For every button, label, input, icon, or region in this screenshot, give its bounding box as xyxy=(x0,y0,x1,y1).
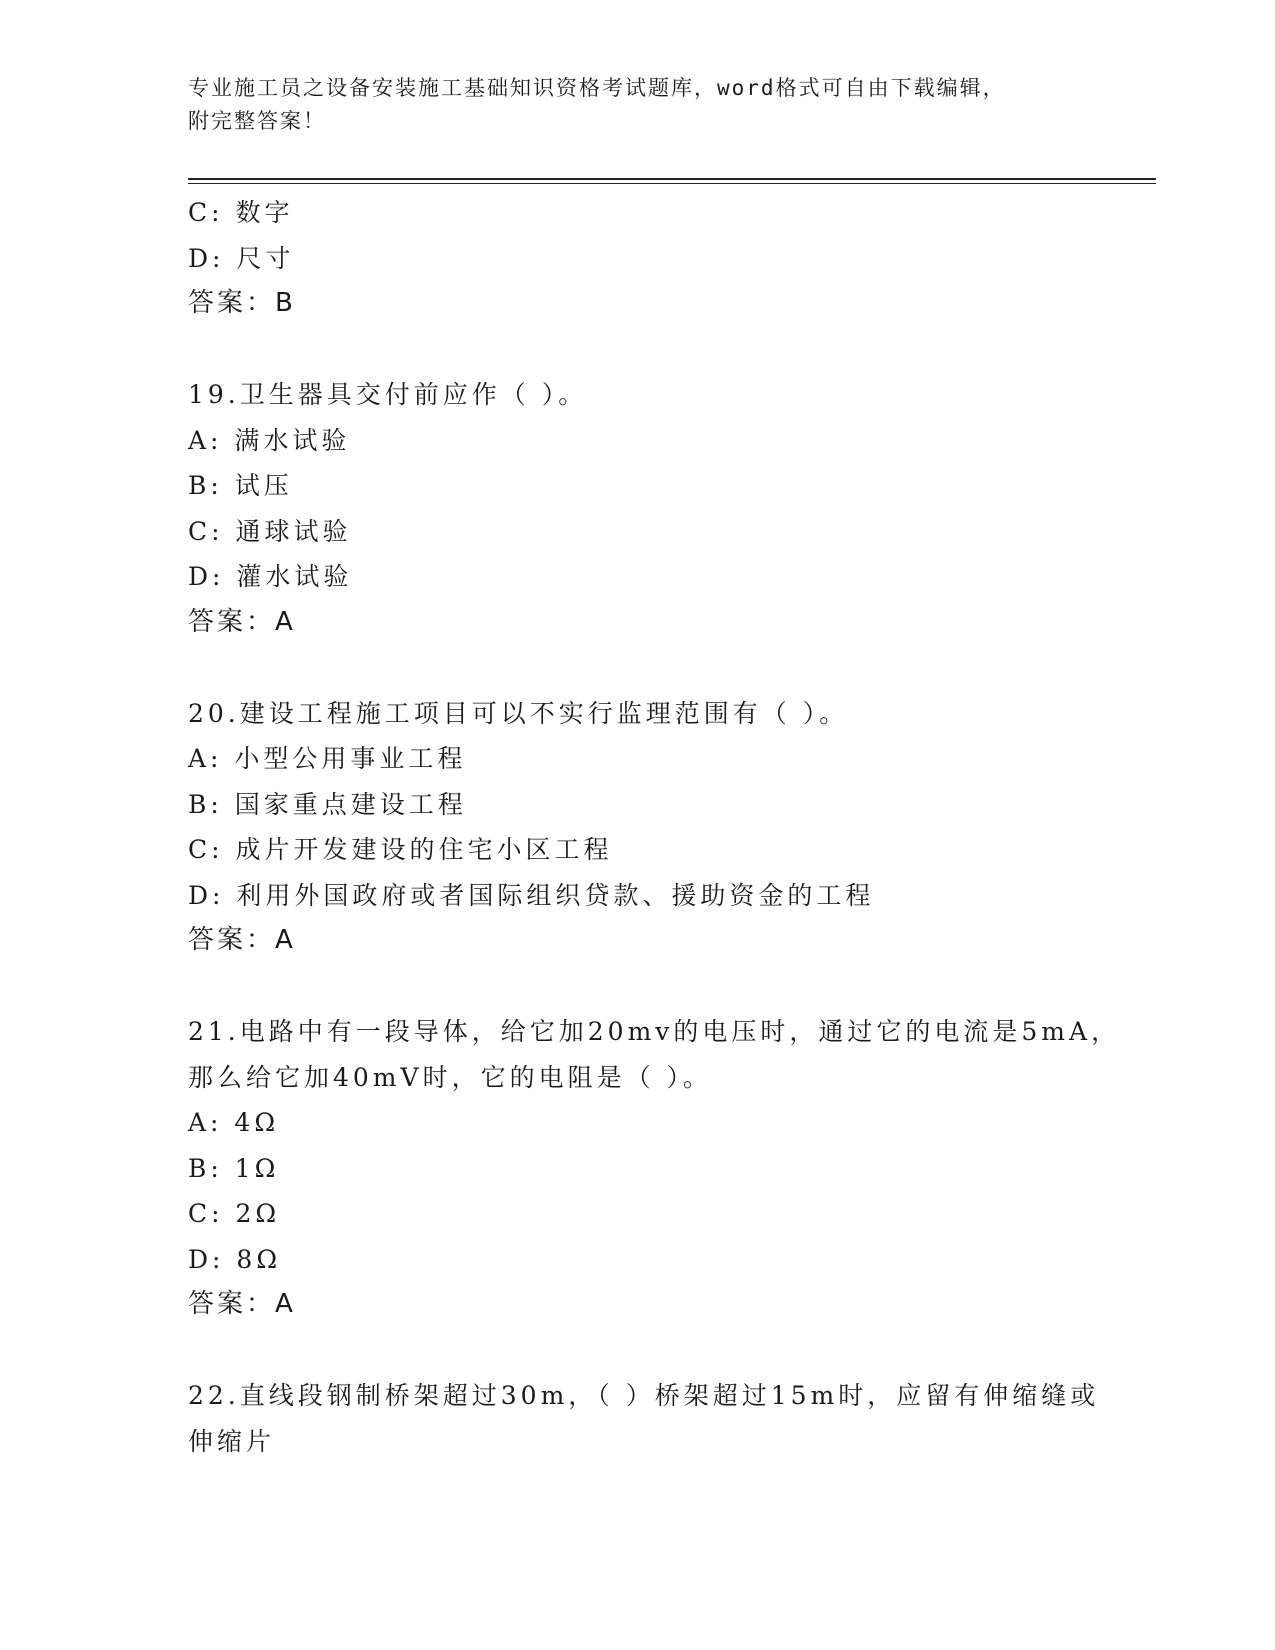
option-c: C: 数字 xyxy=(188,198,294,227)
header-line-2: 附完整答案！ xyxy=(188,109,326,133)
question-stem-line-2: 那么给它加40mV时，它的电阻是（ ）。 xyxy=(188,1062,713,1092)
option-c: C: 2Ω xyxy=(188,1199,281,1228)
question-stem-line-1: 22.直线段钢制桥架超过30m，（ ）桥架超过15m时，应留有伸缩缝或 xyxy=(188,1381,1100,1410)
option-a: A: 满水试验 xyxy=(188,425,351,455)
question-stem: 19.卫生器具交付前应作（ ）。 xyxy=(188,380,588,409)
option-c: C: 成片开发建设的住宅小区工程 xyxy=(188,835,613,864)
header-divider-thick xyxy=(188,178,1156,180)
answer-line: 答案：A xyxy=(188,925,296,955)
spacer xyxy=(188,1328,1108,1374)
question-19 xyxy=(188,372,1108,645)
document-header xyxy=(188,72,1088,138)
option-a: A: 4Ω xyxy=(188,1108,280,1137)
question-stem: 20.建设工程施工项目可以不实行监理范围有（ ）。 xyxy=(188,698,849,728)
header-divider-thin xyxy=(188,183,1156,184)
option-d: D: 尺寸 xyxy=(188,243,295,273)
option-c: C: 通球试验 xyxy=(188,516,352,546)
spacer xyxy=(188,327,1108,373)
option-a: A: 小型公用事业工程 xyxy=(188,744,467,773)
question-22 xyxy=(188,1373,1108,1464)
answer-line: 答案：A xyxy=(188,1289,296,1319)
spacer xyxy=(188,645,1108,691)
option-b: B: 1Ω xyxy=(188,1153,280,1183)
option-b: B: 国家重点建设工程 xyxy=(188,789,467,819)
question-21 xyxy=(188,1009,1121,1328)
question-stem-line-2: 伸缩片 xyxy=(188,1426,276,1456)
question-list xyxy=(188,190,1121,1464)
spacer xyxy=(188,964,1108,1010)
header-line-1: 专业施工员之设备安装施工基础知识资格考试题库，word格式可自由下载编辑， xyxy=(188,76,1006,100)
option-d: D: 8Ω xyxy=(188,1244,282,1274)
question-18-continued xyxy=(188,190,1108,327)
option-b: B: 试压 xyxy=(188,471,293,500)
question-stem-line-1: 21.电路中有一段导体，给它加20mv的电压时，通过它的电流是5mA， xyxy=(188,1017,1121,1046)
answer-line: 答案：B xyxy=(188,288,296,318)
option-d: D: 利用外国政府或者国际组织贷款、援助资金的工程 xyxy=(188,880,875,910)
answer-line: 答案：A xyxy=(188,606,296,637)
question-20 xyxy=(188,691,1108,964)
option-d: D: 灌水试验 xyxy=(188,562,353,591)
